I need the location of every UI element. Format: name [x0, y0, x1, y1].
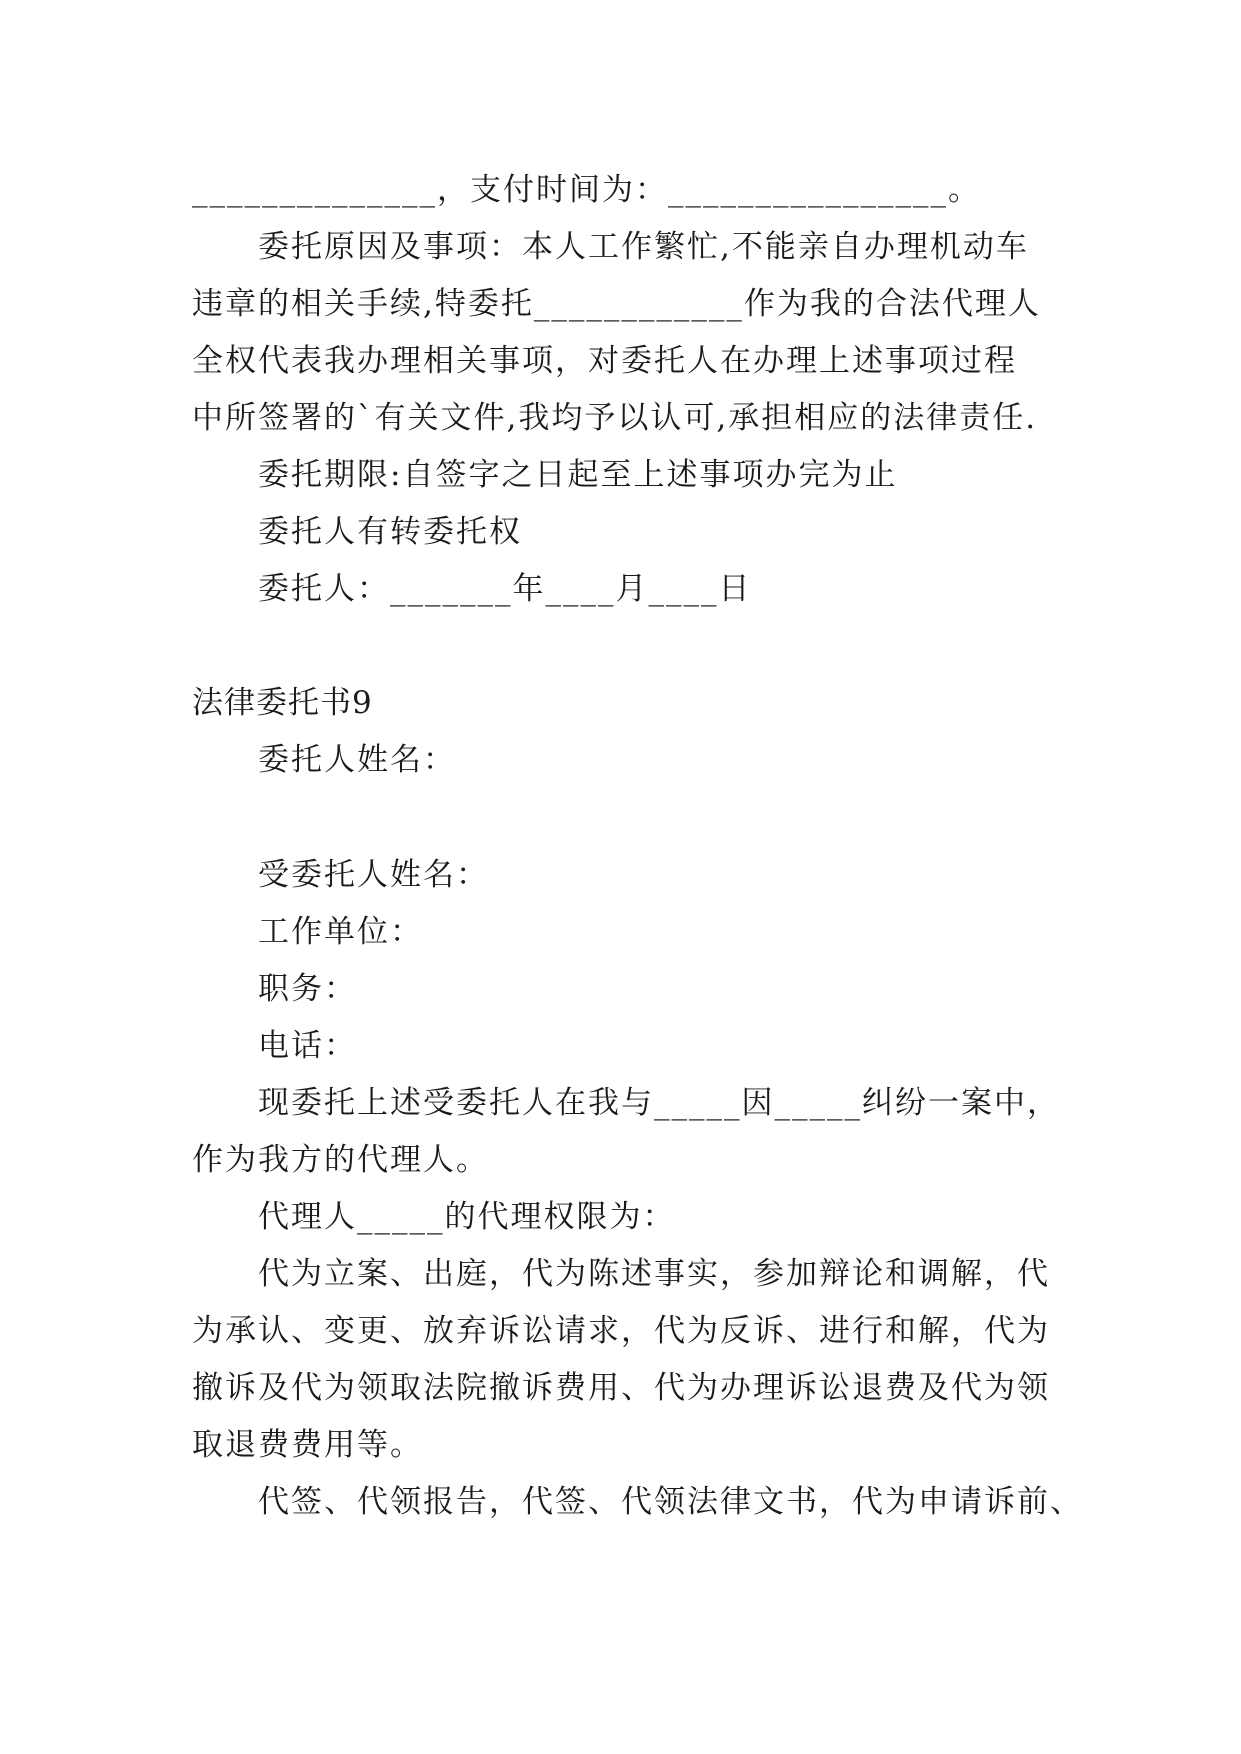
agent-authority-line: 代理人_____的代理权限为：	[258, 1199, 676, 1235]
sub-entrust-line: 委托人有转委托权	[258, 514, 522, 550]
entrust-statement-paragraph: 作为我方的代理人。	[192, 1142, 489, 1178]
entrust-reason-paragraph: 中所签署的`有关文件,我均予以认可,承担相应的法律责任.	[192, 400, 1038, 436]
authority-scope-paragraph: 为承认、变更、放弃诉讼请求，代为反诉、进行和解，代为	[192, 1313, 1050, 1349]
entrust-reason-paragraph: 全权代表我办理相关事项，对委托人在办理上述事项过程	[192, 343, 1017, 379]
entrust-period-line: 委托期限:自签字之日起至上述事项办完为止	[258, 457, 898, 493]
agent-name-field: 受委托人姓名：	[258, 857, 489, 893]
entrust-statement-paragraph: 现委托上述受委托人在我与_____因_____纠纷一案中，	[258, 1085, 1060, 1121]
payment-line: ______________，支付时间为：________________。	[192, 172, 981, 208]
phone-field: 电话：	[258, 1028, 357, 1064]
section-heading: 法律委托书9	[192, 685, 373, 721]
authority-scope-paragraph: 代为立案、出庭，代为陈述事实，参加辩论和调解，代	[258, 1256, 1050, 1292]
authority-scope-paragraph: 取退费费用等。	[192, 1427, 423, 1463]
authority-scope-paragraph: 撤诉及代为领取法院撤诉费用、代为办理诉讼退费及代为领	[192, 1370, 1050, 1406]
position-field: 职务：	[258, 971, 357, 1007]
entrust-reason-paragraph: 委托原因及事项：本人工作繁忙,不能亲自办理机动车	[258, 229, 1029, 265]
principal-name-field: 委托人姓名：	[258, 742, 456, 778]
entrust-reason-paragraph: 违章的相关手续,特委托____________作为我的合法代理人	[192, 286, 1041, 322]
work-unit-field: 工作单位：	[258, 914, 423, 950]
signature-date-line: 委托人：_______年____月____日	[258, 571, 752, 607]
signing-paragraph: 代签、代领报告，代签、代领法律文书，代为申请诉前、	[258, 1484, 1083, 1520]
